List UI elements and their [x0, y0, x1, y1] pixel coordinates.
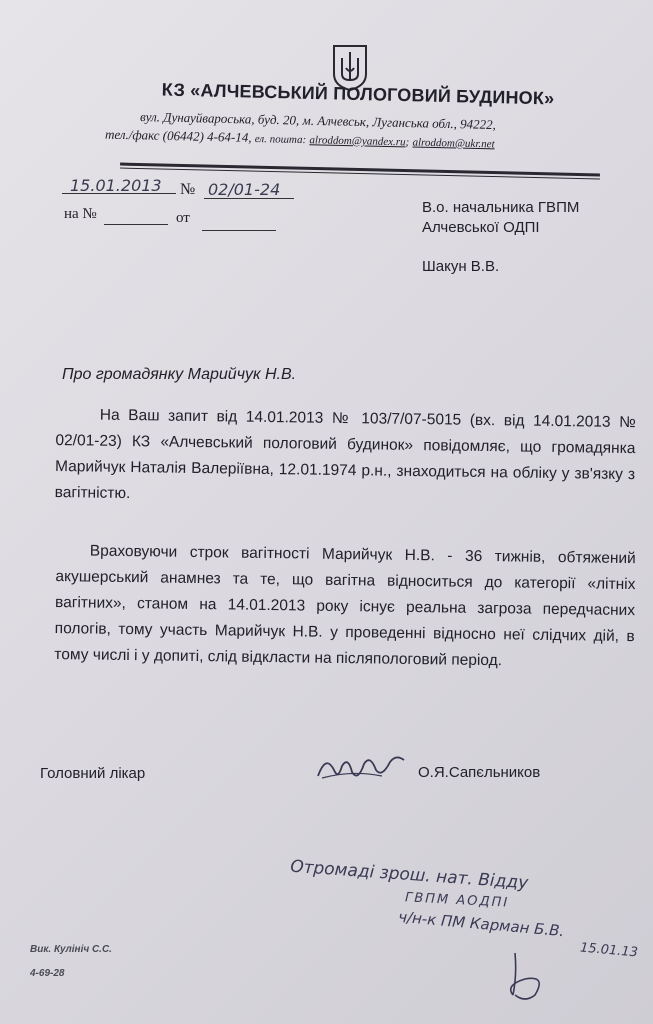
number-label: № — [180, 181, 196, 198]
date-underline — [62, 193, 176, 194]
address-line: вул. Дунауйварoська, буд. 20, м. Алчевськ, Луганська обл., 94222, — [139, 108, 497, 133]
signatory-role: Головний лікар — [40, 765, 146, 782]
handwritten-resolution — [280, 855, 650, 1015]
outgoing-date: 15.01.2013 — [70, 176, 162, 195]
resolution-line-3: ч/н-к ПМ Карман Б.В. — [397, 907, 565, 941]
body-paragraph-1: На Ваш запит від 14.01.2013 № 103/7/07-5015 (вх. від 14.01.2013 № 02/01-23) КЗ «Алчевський пологовий будинок» повідомляє, що громадянка Марийчук Наталія Валеріївна, 12.01.1974 р.н., знаходиться на обліку у зв'язку з вагітністю. — [54, 406, 636, 503]
reference-from-label: от — [176, 210, 190, 226]
email-separator: ; — [405, 136, 410, 149]
reference-date-blank — [202, 230, 276, 231]
reference-number-blank — [104, 224, 168, 225]
signatory-name: О.Я.Сапєльников — [418, 764, 541, 781]
resolution-line-1: Отромаді зрош. нат. Відду — [289, 856, 529, 894]
executor-name: Вик. Кулініч С.С. — [30, 944, 112, 955]
email-link: alroddom@yandex.ru — [309, 134, 406, 149]
email-link-2: alroddom@ukr.net — [412, 136, 495, 151]
resolution-line-2: ГВПМ АОДПІ — [404, 890, 510, 911]
recipient-name: Шакун В.В. — [422, 258, 500, 275]
executor-phone: 4-69-28 — [30, 968, 65, 979]
resolution-signature-icon — [495, 945, 565, 1005]
reference-label: на № — [64, 206, 97, 222]
recipient-position: В.о. начальника ГВПМ — [422, 199, 580, 216]
organization-name: КЗ «АЛЧЕВСЬКИЙ ПОЛОГОВИЙ БУДИНОК» — [161, 79, 555, 109]
resolution-date: 15.01.13 — [579, 940, 639, 961]
number-underline — [204, 198, 294, 199]
email-label: ел. пошта: — [254, 132, 307, 147]
body-paragraph-2: Враховуючи строк вагітності Марийчук Н.В. - 36 тижнів, обтяжений акушерський анамнез та те, що вагітна відноситься до категорії «літніх вагітних», станом на 14.01.2013 року існує реальна загроза передчасних пологів, тому участь Марийчук Н.В. у проведенні відносно неї слідчих дій, в тому числі і у допиті, слід відкласти на післяпологовий період. — [54, 542, 636, 670]
phone-text: тел./факс (06442) 4-64-14, — [104, 126, 252, 145]
recipient-office: Алчевської ОДПІ — [422, 219, 540, 236]
handwritten-signature-icon — [312, 748, 412, 788]
letter-subject: Про громадянку Марийчук Н.В. — [62, 366, 297, 383]
outgoing-number: 02/01-24 — [208, 180, 281, 199]
